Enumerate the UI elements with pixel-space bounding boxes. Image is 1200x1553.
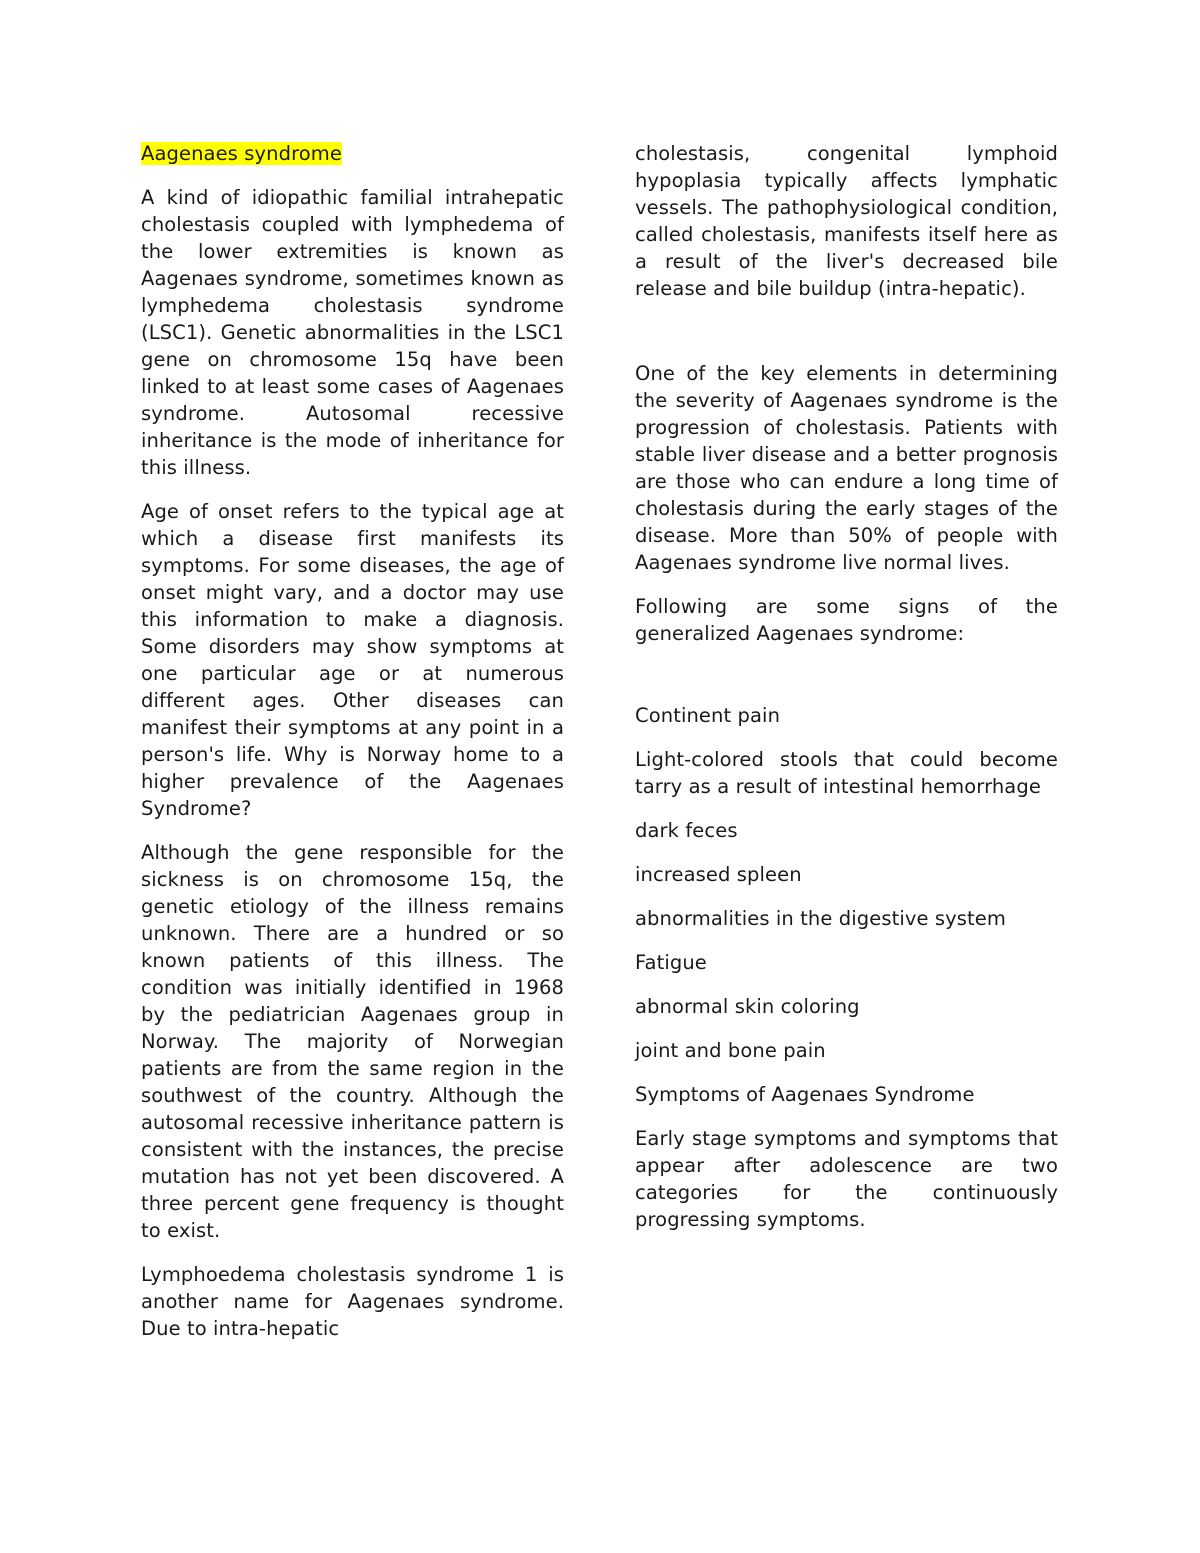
genetics-paragraph: Although the gene responsible for the sickness is on chromosome 15q, the genetic etiology of the illness remains unknown. There are a hundred or so known patients of this illness. The condition was initially identified in 1968 by the pediatrician Aagenaes group in Norway. The majority of Norwegian patients are from the same region in the southwest of the country. Although the autosomal recessive inheritance pattern is consistent with the instances, the precise mutation has not yet been discovered. A three percent gene frequency is thought to exist.: [141, 841, 564, 1242]
lymphoedema-paragraph: Lymphoedema cholestasis syndrome 1 is another name for Aagenaes syndrome. Due to intra-hepatic: [141, 1263, 564, 1340]
sign-item: Continent pain: [635, 704, 781, 727]
sign-item: Light-colored stools that could become tarry as a result of intestinal hemorrhage: [635, 748, 1058, 798]
continuation-paragraph: cholestasis, congenital lymphoid hypoplasia typically affects lymphatic vessels. The pathophysiological condition, called cholestasis, manifests itself here as a result of the liver's decreased bile release and bile buildup (intra-hepatic).: [635, 142, 1058, 300]
document-title: [141, 140, 564, 167]
symptoms-paragraph: Early stage symptoms and symptoms that appear after adolescence are two categories for the continuously progressing symptoms.: [635, 1127, 1058, 1231]
sign-item: increased spleen: [635, 863, 802, 886]
severity-paragraph: One of the key elements in determining the severity of Aagenaes syndrome is the progression of cholestasis. Patients with stable liver disease and a better prognosis are those who can endure a long time of cholestasis during the early stages of the disease. More than 50% of people with Aagenaes syndrome live normal lives.: [635, 362, 1058, 574]
signs-intro: Following are some signs of the generalized Aagenaes syndrome:: [635, 595, 1058, 645]
symptoms-heading: Symptoms of Aagenaes Syndrome: [635, 1083, 975, 1106]
intro-paragraph: A kind of idiopathic familial intrahepatic cholestasis coupled with lymphedema of the lower extremities is known as Aagenaes syndrome, sometimes known as lymphedema cholestasis syndrome (LSC1). Genetic abnormalities in the LSC1 gene on chromosome 15q have been linked to at least some cases of Aagenaes syndrome. Autosomal recessive inheritance is the mode of inheritance for this illness.: [141, 186, 564, 479]
age-of-onset-paragraph: Age of onset refers to the typical age at which a disease first manifests its symptoms. For some diseases, the age of onset might vary, and a doctor may use this information to make a diagnosis. Some disorders may show symptoms at one particular age or at numerous different ages. Other diseases can manifest their symptoms at any point in a person's life. Why is Norway home to a higher prevalence of the Aagenaes Syndrome?: [141, 500, 564, 820]
sign-item: abnormal skin coloring: [635, 995, 860, 1018]
sign-item: abnormalities in the digestive system: [635, 907, 1006, 930]
highlighted-title: Aagenaes syndrome: [141, 142, 342, 165]
right-column: [635, 140, 1058, 1250]
sign-item: dark feces: [635, 819, 738, 842]
left-column: [141, 140, 564, 1359]
sign-item: Fatigue: [635, 951, 707, 974]
sign-item: joint and bone pain: [635, 1039, 826, 1062]
